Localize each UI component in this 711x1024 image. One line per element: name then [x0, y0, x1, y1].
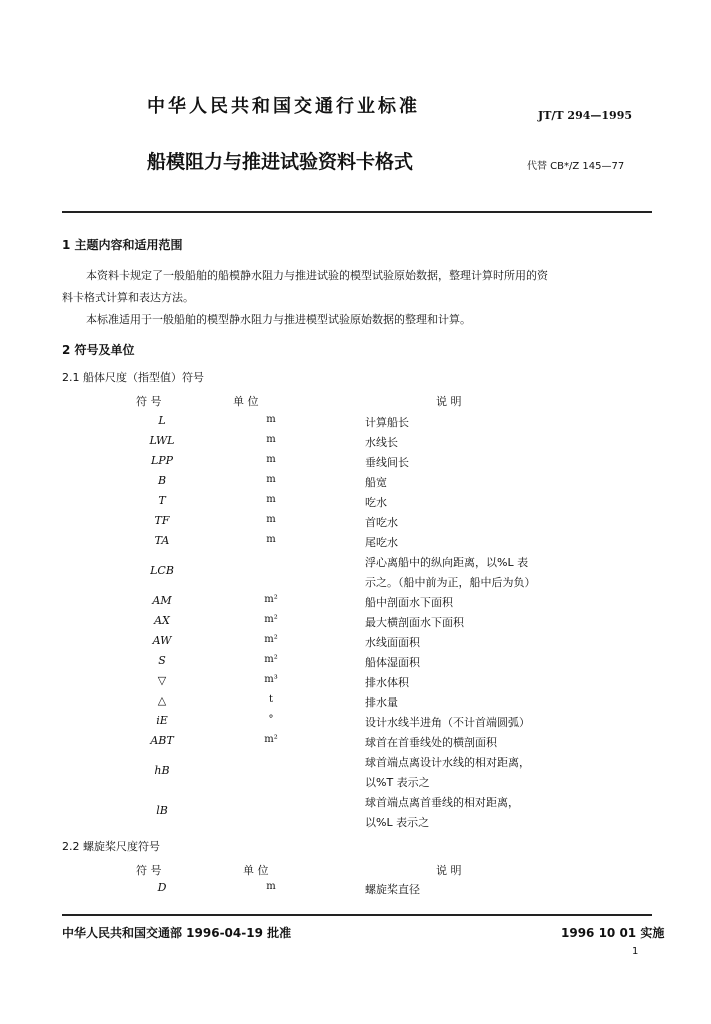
table-row-unit: m²	[264, 654, 278, 665]
table-row-description: 计算船长	[365, 416, 409, 429]
table-row-symbol: B	[157, 474, 167, 487]
page-number: 1	[632, 946, 639, 957]
table-row-symbol: AM	[152, 594, 172, 607]
footer-divider	[62, 914, 652, 916]
table-row-unit: m	[266, 514, 276, 525]
column-header-symbol: 符 号	[136, 395, 162, 408]
column-header-description: 说 明	[436, 395, 462, 408]
table-row-unit: m²	[264, 734, 278, 745]
table-row-description: 以%T 表示之	[365, 776, 430, 789]
table-row-symbol: TF	[154, 514, 170, 527]
table-row-unit: m	[266, 434, 276, 445]
table-row-description: 球首端点离设计水线的相对距离，	[365, 756, 530, 769]
table-row-description: 船宽	[365, 476, 387, 489]
table-row-description: 排水量	[365, 696, 398, 709]
table-row-description: 球首端点离首垂线的相对距离，	[365, 796, 519, 809]
table-row-symbol: AX	[154, 614, 170, 627]
column-header-unit-2: 单 位	[243, 864, 269, 877]
table-row-unit: m	[266, 494, 276, 505]
table-row-symbol: △	[157, 694, 167, 707]
section-2-heading: 2 符号及单位	[62, 343, 135, 357]
effective-date: 1996 10 01 实施	[561, 926, 665, 940]
table-row-unit: m²	[264, 634, 278, 645]
table-row-description: 浮心离船中的纵向距离，以%L 表	[365, 556, 529, 569]
table-row-unit: m	[266, 414, 276, 425]
table-row-description: 以%L 表示之	[365, 816, 430, 829]
table-row-symbol: LPP	[150, 454, 174, 467]
table-row-description: 球首在首垂线处的横剖面积	[365, 736, 497, 749]
header-divider	[62, 211, 652, 213]
section-1-paragraph-1-line-2: 料卡格式计算和表达方法。	[62, 291, 194, 304]
table-row-description: 首吃水	[365, 516, 398, 529]
section-1-paragraph-1-line-1: 本资料卡规定了一般船舶的船模静水阻力与推进试验的模型试验原始数据，整理计算时所用的资	[86, 269, 548, 282]
table-row-symbol: ▽	[157, 674, 167, 687]
table-row-description: 水线面面积	[365, 636, 420, 649]
replaces-note: 代替 CB*/Z 145—77	[527, 161, 625, 172]
document-title: 船模阻力与推进试验资料卡格式	[147, 151, 414, 173]
table-row-unit: m²	[264, 594, 278, 605]
table-row-unit: m	[266, 474, 276, 485]
table-row-description: 设计水线半进角（不计首端圆弧）	[365, 716, 530, 729]
column-header-description-2: 说 明	[436, 864, 462, 877]
table-row-description: 最大横剖面水下面积	[365, 616, 464, 629]
column-header-symbol-2: 符 号	[136, 864, 162, 877]
table-row-description: 螺旋桨直径	[365, 883, 420, 896]
section-1-paragraph-2: 本标准适用于一般船舶的模型静水阻力与推进模型试验原始数据的整理和计算。	[86, 313, 471, 326]
subsection-2-1-heading: 2.1 船体尺度（指型值）符号	[62, 371, 204, 384]
table-row-description: 示之。（船中前为正，船中后为负）	[365, 576, 536, 589]
table-row-description: 垂线间长	[365, 456, 409, 469]
table-row-unit: m²	[264, 614, 278, 625]
table-row-unit: m	[266, 454, 276, 465]
table-row-symbol: lB	[156, 804, 168, 817]
issuing-authority-heading: 中华人民共和国交通行业标准	[147, 96, 420, 117]
table-row-description: 尾吃水	[365, 536, 398, 549]
table-row-symbol: hB	[154, 764, 170, 777]
section-1-heading: 1 主题内容和适用范围	[62, 238, 183, 252]
table-row-symbol: L	[158, 414, 166, 427]
table-row-description: 吃水	[365, 496, 387, 509]
table-row-symbol: S	[158, 654, 166, 667]
table-row-unit: m³	[264, 674, 278, 685]
standard-code: JT/T 294—1995	[538, 109, 632, 122]
table-row-unit: m	[266, 881, 276, 892]
table-row-description: 排水体积	[365, 676, 409, 689]
table-row-symbol: TA	[154, 534, 170, 547]
table-row-symbol: LCB	[150, 564, 174, 577]
table-row-unit: °	[268, 714, 274, 725]
table-row-symbol: ABT	[150, 734, 174, 747]
table-row-symbol: D	[157, 881, 167, 894]
table-row-symbol: iE	[156, 714, 168, 727]
column-header-unit: 单 位	[233, 395, 259, 408]
table-row-description: 船中剖面水下面积	[365, 596, 453, 609]
table-row-unit: t	[268, 694, 274, 705]
table-row-symbol: T	[158, 494, 166, 507]
table-row-description: 水线长	[365, 436, 398, 449]
table-row-unit: m	[266, 534, 276, 545]
approval-note: 中华人民共和国交通部 1996-04-19 批准	[62, 926, 292, 940]
table-row-symbol: LWL	[149, 434, 175, 447]
subsection-2-2-heading: 2.2 螺旋桨尺度符号	[62, 840, 160, 853]
table-row-description: 船体湿面积	[365, 656, 420, 669]
table-row-symbol: AW	[152, 634, 172, 647]
